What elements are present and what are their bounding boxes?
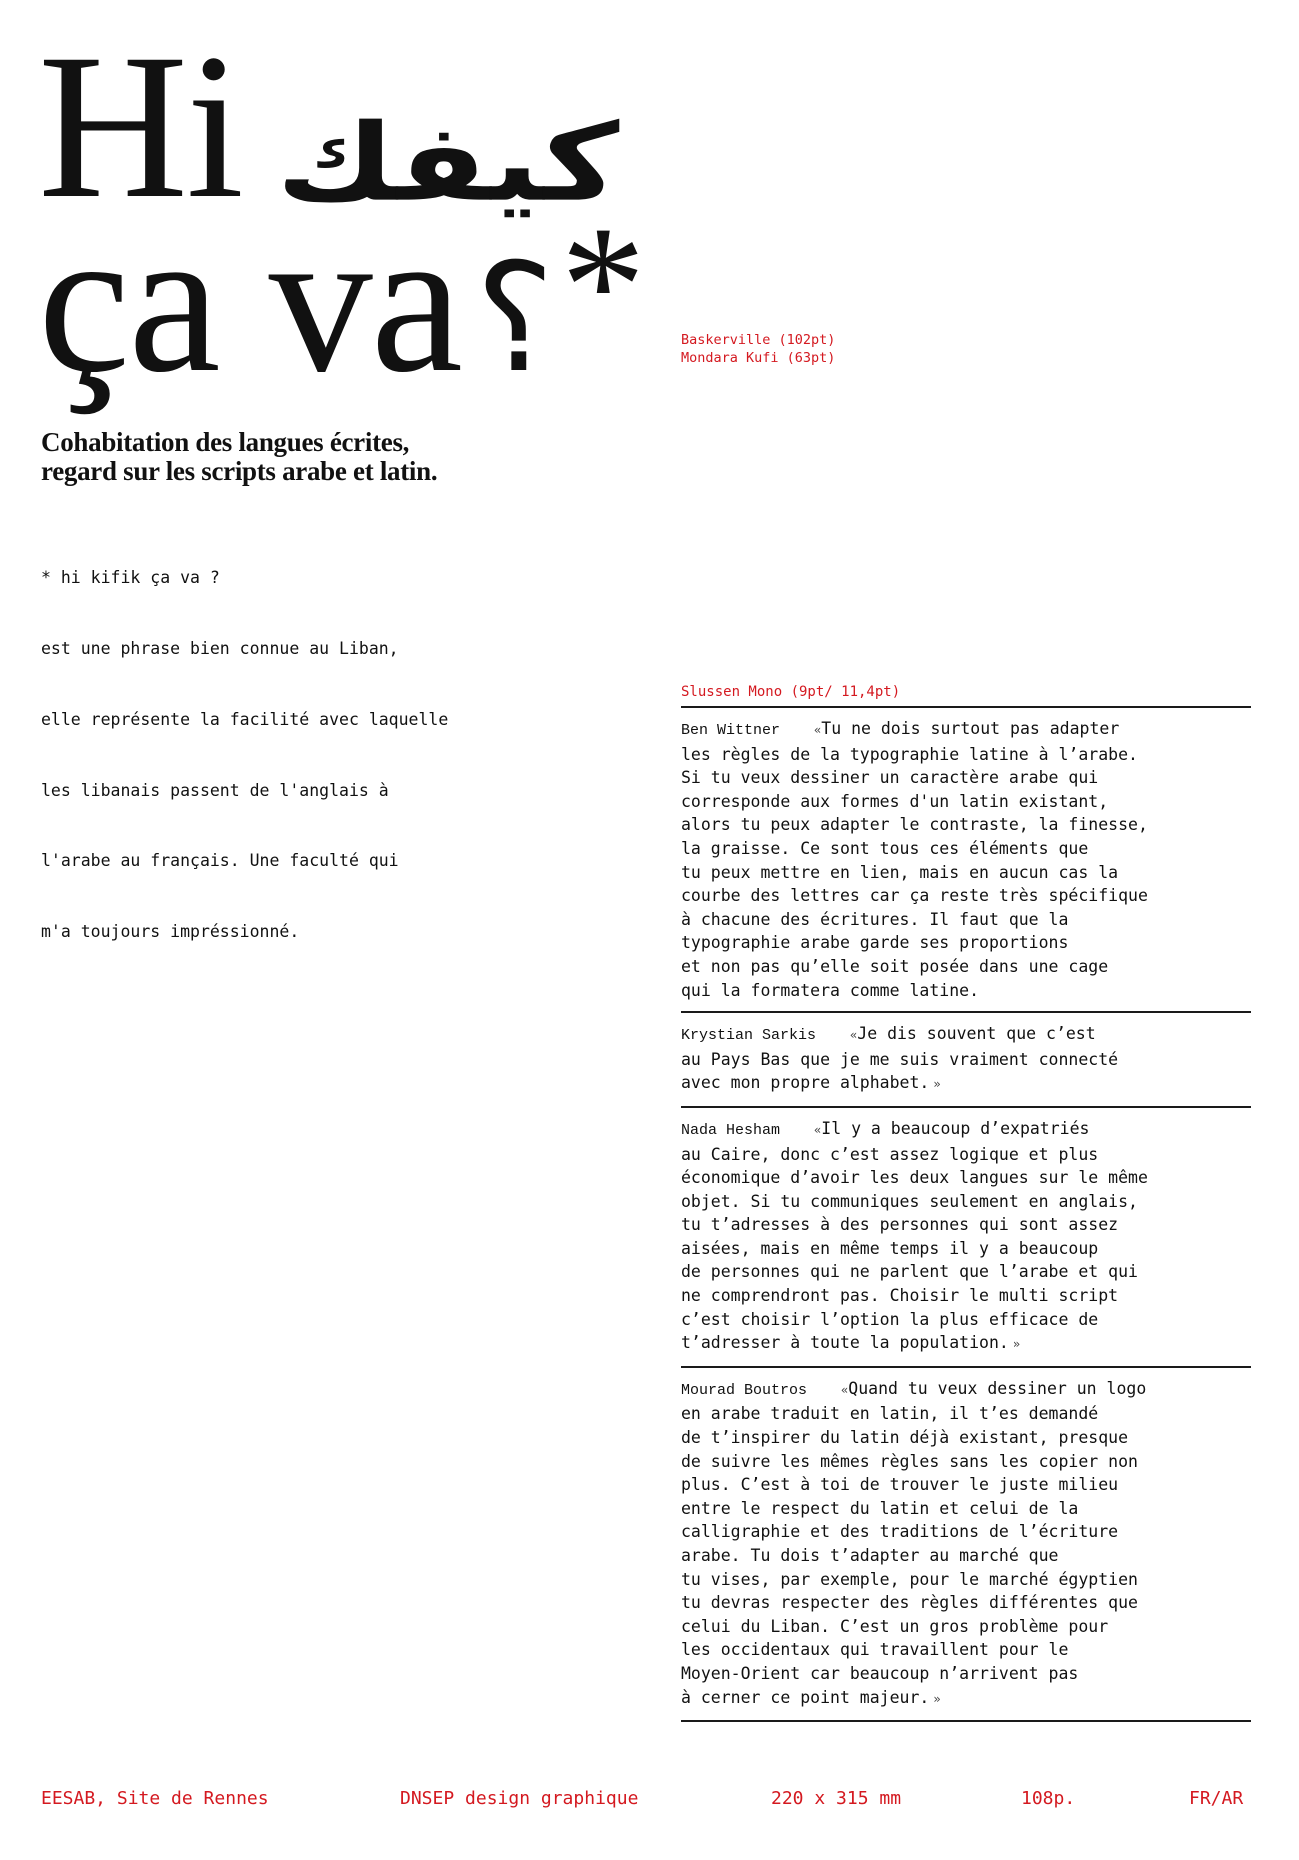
font-credit-latin: Baskerville (102pt) bbox=[681, 332, 836, 348]
quote-text: au Pays Bas que je me suis vraiment connecté avec mon propre alphabet. bbox=[681, 1049, 1119, 1093]
quote-block bbox=[681, 708, 1251, 1013]
footnote-line: l'arabe au français. Une faculté qui bbox=[41, 851, 399, 871]
open-guillemet: « bbox=[850, 1028, 858, 1043]
font-credit-arabic: Mondara Kufi (63pt) bbox=[681, 350, 836, 366]
quote-speaker: Mourad Boutros bbox=[681, 1381, 808, 1399]
quotes-column bbox=[681, 683, 1251, 1722]
column-font-credit: Slussen Mono (9pt/ 11,4pt) bbox=[681, 683, 1251, 708]
close-guillemet: » bbox=[933, 1077, 941, 1092]
subtitle-line: Cohabitation des langues écrites, bbox=[41, 427, 410, 457]
footer-languages: FR/AR bbox=[1189, 1788, 1244, 1809]
footnote bbox=[41, 519, 448, 967]
asterisk-glyph: * bbox=[560, 191, 646, 379]
quote-block bbox=[681, 1013, 1251, 1108]
quote-first-line: Je dis souvent que c’est bbox=[857, 1024, 1096, 1044]
quote-text: en arabe traduit en latin, il t’es demandé de t’inspirer du latin déjà existant, presque de suivre les mêmes règles sans les copier non plus. C’est à toi de trouver le juste milieu entre le respect du latin et celui de la calligraphie et des traditions de l’écriture arabe. Tu dois t’adapter au marché que tu vises, par exemple, pour le marché égyptien tu devras respecter des règles différentes que celui du Liban. C’est un gros problème pour les occidentaux qui travaillent pour le Moyen-Orient car beaucoup n’arrivent pas à cerner ce point majeur. bbox=[681, 1404, 1138, 1707]
quote-text: les règles de la typographie latine à l’arabe. Si tu veux dessiner un caractère arabe qui corresponde aux formes d'un latin existant, alors tu peux adapter le contraste, la finesse, la graisse. Ce sont tous ces éléments que tu peux mettre en lien, mais en aucun cas la courbe des lettres car ça reste très spécifique à chacune des écritures. Il faut que la typographie arabe garde ses proportions et non pas qu’elle soit posée dans une cage qui la formatera comme latine. bbox=[681, 744, 1148, 1000]
subtitle bbox=[41, 428, 437, 486]
quote-first-line: Tu ne dois surtout pas adapter bbox=[821, 719, 1120, 738]
quote-text: au Caire, donc c’est assez logique et plus économique d’avoir les deux langues sur le même objet. Si tu communiques seulement en anglais, tu t’adresses à des personnes qui sont assez aisées, mais en même temps il y a beaucoup de personnes qui ne parlent que l’arabe et qui ne comprendront pas. Choisir le multi script c’est choisir l’option la plus efficace de t’adresser à toute la population. bbox=[681, 1144, 1148, 1353]
footnote-line: les libanais passent de l'anglais à bbox=[41, 780, 389, 800]
quote-block bbox=[681, 1368, 1251, 1722]
quote-speaker: Ben Wittner bbox=[681, 722, 781, 739]
footer-format: 220 x 315 mm bbox=[771, 1788, 902, 1809]
title-ca-va: ça va bbox=[38, 185, 461, 415]
footnote-line: m'a toujours impréssionné. bbox=[41, 922, 300, 942]
title-line-2 bbox=[38, 185, 646, 415]
quote-block bbox=[681, 1108, 1251, 1368]
quote-speaker: Krystian Sarkis bbox=[681, 1027, 817, 1045]
title-arabic-kifak: كيفك bbox=[276, 100, 620, 226]
close-guillemet: » bbox=[933, 1691, 941, 1706]
open-guillemet: « bbox=[814, 723, 822, 737]
footnote-line: est une phrase bien connue au Liban, bbox=[41, 638, 399, 658]
close-guillemet: » bbox=[1012, 1337, 1021, 1352]
footnote-line: * hi kifik ça va ? bbox=[41, 568, 220, 588]
footer-pages: 108p. bbox=[1021, 1788, 1076, 1809]
footnote-line: elle représente la facilité avec laquelle bbox=[41, 709, 449, 729]
font-credits bbox=[681, 331, 835, 367]
arabic-question-mark: ؟ bbox=[474, 232, 555, 406]
quote-first-line: Quand tu veux dessiner un logo bbox=[848, 1378, 1147, 1398]
open-guillemet: « bbox=[841, 1382, 849, 1397]
quote-speaker: Nada Hesham bbox=[681, 1121, 781, 1139]
quote-first-line: Il y a beaucoup d’expatriés bbox=[821, 1118, 1090, 1138]
open-guillemet: « bbox=[814, 1122, 822, 1137]
title-hi: Hi bbox=[38, 11, 242, 241]
footer-degree: DNSEP design graphique bbox=[400, 1788, 639, 1809]
subtitle-line: regard sur les scripts arabe et latin. bbox=[41, 456, 438, 486]
footer-school: EESAB, Site de Rennes bbox=[41, 1788, 269, 1809]
